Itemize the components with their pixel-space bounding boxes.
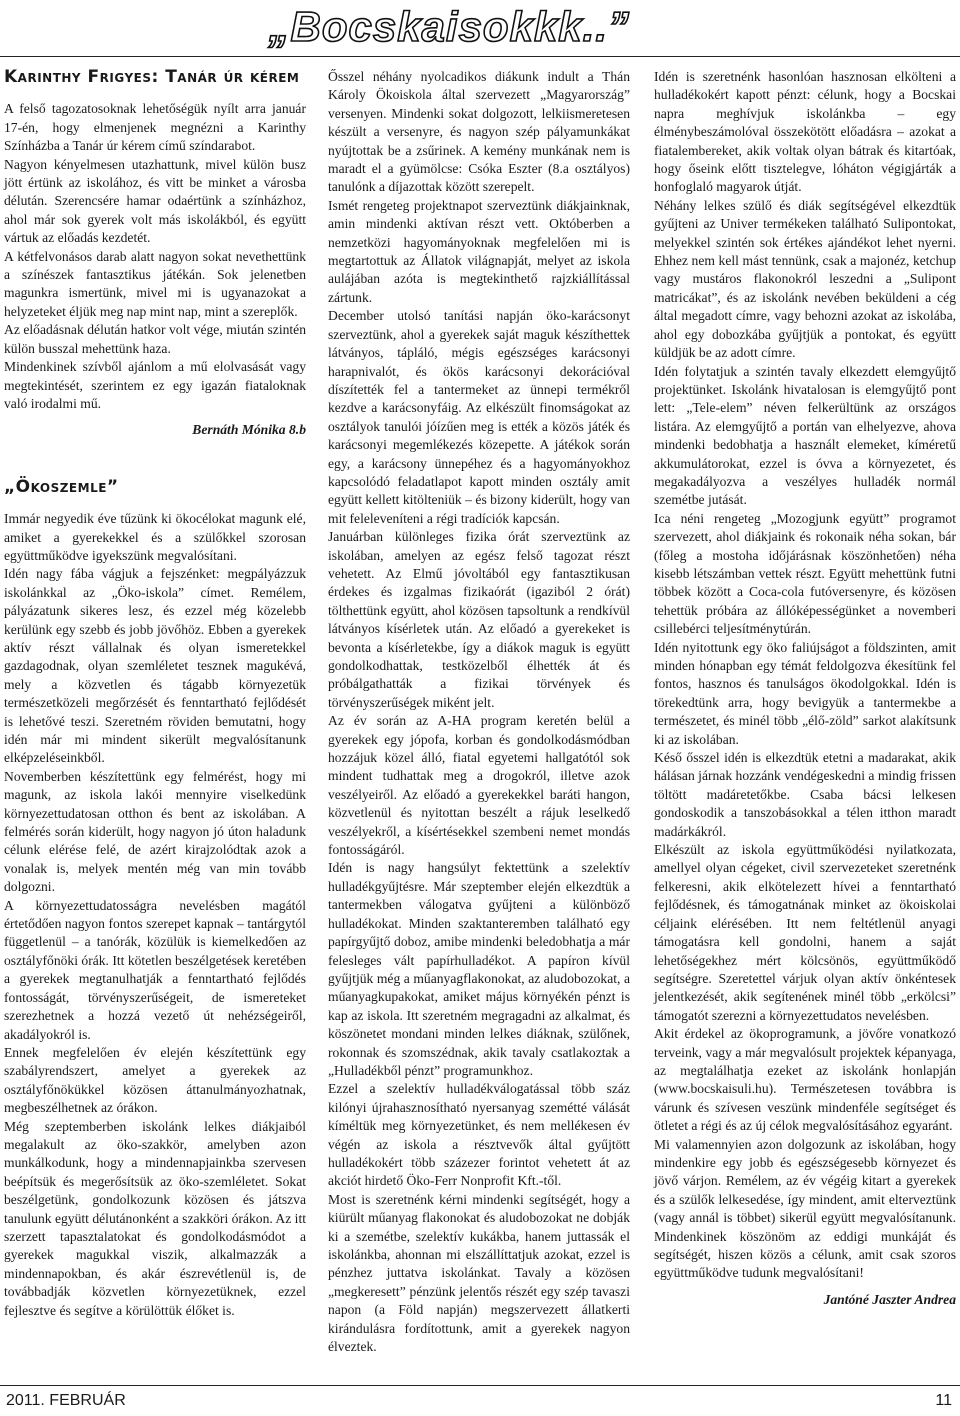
article-signature-okoszemle: Jantóné Jaszter Andrea [823, 1291, 956, 1307]
paragraph: Akit érdekel az ökoprogramunk, a jövőre vonatkozó terveink, vagy a már megvalósult projektek képanyaga, az megtalálhatja ezeket az iskolánk honlapján (www.bocskaisuli.hu). Természetesen továbbra is várunk és szívesen veszünk mindenféle segítséget és ötletet a régi és az új célok megvalósításához egyaránt. [654, 1026, 956, 1134]
paragraph: A környezettudatosságra nevelésben magától értetődően nagyon fontos szerepet kapnak – tantárgytól függetlenül – a tanórák, közülük is kiemelkedően az osztályfőnöki órák. Itt kötetlen beszélgetések keretében a gyerekek megtanulhatják a fenntartható fejlődés fontosságát, törvényszerűségeit, de ismereteket szerezhetnek a hozzá vezető út nehézségeiről, akadályokról is. [4, 897, 306, 1042]
paragraph: Az év során az A-HA program keretén belül a gyerekek egy jópofa, korban és gondolkodásmódban hozzájuk közel álló, fiatal egyetemi hallgatótól sok mindent tudhattak meg a drogokról, illetve azok veszélyeiről. Az előadó a gyerekekkel baráti hangon, közvetlenül és nyitottan beszélt a rájuk leselkedő veszélyekről, a kísértésekkel szembeni nemet mondás fontosságáról. [328, 713, 630, 858]
paragraph: Idén nagy fába vágjuk a fejszénket: megpályázzuk iskolánkkal az „Öko-iskola” címet. Remélem, pályázatunk sikeres lesz, és ezzel még közelebb kerülünk egy szebb és jobb jövőhöz. Ebben a gyerekek aktív részt vállalnak és olyan ismeretekkel gazdagodnak, olyan szemléletet tesznek magukévá, mely a közvetlen és tágabb környezetük természetközeli megőrzését és fenntartható fejlődését is lehetővé teszi. Szeretném röviden bemutatni, hogy idén már mi mindent sikerült megvalósítanunk elképzeléseinkből. [4, 566, 306, 766]
paragraph: Még szeptemberben iskolánk lelkes diákjaiból megalakult az öko-szakkör, amelyben azon munkálkodunk, hogy a mindennapjainkba szervesen beépítsük és megerősítsük az öko-szemléletet. Sokat beszélgetünk, gondolkozunk közösen és játszva tanulunk együtt délutánonként a szakköri órákon. Az itt szerzett tapasztalatokat és gondolkodásmódot a gyerekek magukkal viszik, alkalmazzák a mindennapokban, és akár észrevétlenül is, de továbbadják közvetlen környezetüknek, ezzel fejlesztve és segítve a körülöttük élőket is. [4, 1118, 307, 1318]
paragraph: Késő ősszel idén is elkezdtük etetni a madarakat, akik hálásan járnak hozzánk vendégeskedni a mindig frissen töltött madáretetőkbe. Csaba bácsi lelkesen gondoskodik a tanszobásokkal a télen itthon maradt madárkákról. [654, 750, 956, 839]
paragraph: Idén is szeretnénk hasonlóan hasznosan elkölteni a hulladékokért kapott pénzt: célunk, hogy a Bocskai napra meghívjuk iskolánkba – egy élménybeszámolóval összekötött előadásra – azokat a fiatalembereket, akik voltak olyan bátrak és kitartóak, hogy őseink előtt tisztelegve, lóháton végigjárták a honfoglaló magyarok útját. [654, 69, 956, 195]
paragraph: Ősszel néhány nyolcadikos diákunk indult a Thán Károly Ökoiskola által szervezett „Magyarország” versenyen. Mindenki sokat dolgozott, lelkiismeretesen készült a versenyre, és nagyon szép pályamunkákat nyújtottak be a zsűrinek. A kemény munkának nem is maradt el a gyümölcse: Csóka Eszter (8.a osztályos) tanulónk a díjazottak között szerepelt. [328, 69, 630, 195]
article-heading-okoszemle: „Ökoszemle” [4, 476, 119, 497]
article-heading-karinthy: Karinthy Frigyes: Tanár úr kérem [4, 67, 300, 87]
article-body-okoszemle-col2 [328, 68, 630, 1356]
paragraph: Ennek megfelelően év elején készítettünk egy szabályrendszert, amelyet a gyerekek az osztályfőnökükkel közösen áttanulmányozhatnak, megbeszélhetnek az órákon. [4, 1044, 306, 1116]
paragraph: Most is szeretnénk kérni mindenki segítségét, hogy a kiürült műanyag flakonokat és aludobozokat ne dobják ki a szemétbe, szelektív kukákba, hanem juttassák el iskolánkba, ahonnan mi elszállíttatjuk azokat, ezzel is pénzhez juttatva iskolánkat. Tavaly a közösen „megkeresett” pénzünk jelentős részét egy szép tavaszi napon (a Föld napján) megszervezett állatkerti kirándulásra fordítottunk, amit a gyerekek nagyon élveztek. [328, 1191, 630, 1355]
newspaper-title: „Bocskaisokkk..” [268, 3, 630, 50]
page-footer [0, 1385, 960, 1416]
paragraph: Ismét rengeteg projektnapot szerveztünk diákjainknak, amin mindenki aktívan részt vett. Októberben a nemzetközi hagyományoknak megfelelően mi is megtartottuk az Állatok világnapját, melyet az iskola aulájában azóta is megtekinthető rajzkiállítással zártunk. [328, 197, 630, 305]
paragraph: A felső tagozatosoknak lehetőségük nyílt arra január 17-én, hogy elmenjenek megnézni a Karinthy Színházba a Tanár úr kérem című színdarabot. [4, 101, 306, 154]
paragraph: Idén nyitottunk egy öko faliújságot a földszinten, amit minden hónapban egy témát feldolgozva ékesítünk fel fontos, hasznos és tanulságos ökodolgokkal. Idén is törekedtünk arra, hogy bevigyük a tantermekbe a természetet, és minél több „élő-zöld” sarkot alakítsunk ki az iskolában. [654, 639, 956, 747]
paragraph: Mindenkinek szívből ajánlom a mű elolvasását vagy megtekintését, szerintem ez egy igazán fiataloknak való irodalmi mű. [4, 359, 306, 411]
article-body-okoszemle-col1 [4, 510, 306, 1320]
paragraph: Az előadásnak délután hatkor volt vége, miután szintén külön busszal mehettünk haza. [4, 322, 306, 356]
paragraph: Novemberben készítettünk egy felmérést, hogy mi magunk, az iskola lakói mennyire viselkedünk környezettudatosan otthon és bent az iskolában. A felmérés során kiderült, hogy nagyon jó úton haladunk célunk elérése felé, de azért kirajzolódtak azok a vonalak is, melyek mentén még van min tovább dolgozni. [4, 768, 306, 895]
paragraph: Idén is nagy hangsúlyt fektettünk a szelektív hulladékgyűjtésre. Már szeptember elején elkezdtük a tantermekben válogatva gyűjteni a különböző hulladékokat. Minden szaktanteremben található egy papírgyűjtő doboz, amibe mindenki beledobhatja a már felesleges vált papírhulladékot. A papíron kívül gyűjtjük még a műanyagflakonokat, az aludobozokat, a műanyagkupakokat, amiket május környékén pénzt is kap az iskola. Itt szeretném megragadni az alkalmat, és köszönetet mondani minden lelkes diáknak, szülőnek, rokonnak és szomszédnak, akik tavaly csatlakoztak a „Hulladékből pénzt” programunkhoz. [328, 860, 630, 1078]
masthead [0, 0, 960, 57]
issue-date: 2011. FEBRUÁR [6, 1392, 126, 1409]
column-3 [654, 68, 956, 1309]
paragraph: Idén folytatjuk a szintén tavaly elkezdett elemgyűjtő projektünket. Iskolánk hivatalosan is elemgyűjtő pont lett: „Tele-elem” néven felkerültünk az országos listára. Az elemgyűjtő a portán van elhelyezve, ahova mindenki bedobhatja a használt elemeket, kíméretű akkumulátorokat, ezzel is óvva a környezetet, és megakadályozva a veszélyes hulladék normál szemétbe jutását. [654, 363, 956, 508]
paragraph: Ica néni rengeteg „Mozogjunk együtt” programot szervezett, ahol diákjaink és rokonaik néha sokan, bár (főleg a mostoha időjárásnak köszönhetően) néha kisebb létszámban vettek részt. Együtt mehettünk futni többek között a Coca-cola futóversenyre, és közösen tehettük próbára az állóképességünket a novemberi csillebérci teljesítménytúrán. [654, 510, 956, 637]
article-body-okoszemle-col3 [654, 68, 956, 1283]
article-body-karinthy [4, 100, 306, 413]
paragraph: Immár negyedik éve tűzünk ki ökocélokat magunk elé, amiket a gyerekekkel és a szülőkkel szorosan együttműködve igyekszünk megvalósítani. [4, 511, 306, 563]
paragraph: Néhány lelkes szülő és diák segítségével elkezdtük gyűjteni az Univer termékeken található Sulipontokat, melyekkel szintén sok értékes ajándékot lehet nyerni. Ehhez nem kell mást tennünk, csak a majonéz, ketchup vagy mustáros flakonokról leszedni a „Sulipont matricákat”, és az iskolánk nevében beküldeni a cég által megadott címre, vagy behozni azokat az iskolába, ahol egy dobozkába gyűjtjük a pontokat, és együtt küldjük be az adott címre. [654, 197, 956, 361]
page-number: 11 [935, 1392, 952, 1409]
paragraph: December utolsó tanítási napján öko-karácsonyt szerveztünk, ahol a gyerekek saját maguk készíthettek látványos, tápláló, mégis egészséges karácsonyi harapnivalót, és ökös karácsonyi dekorációval díszítették fel a tantermeket az ünnepi termékről kezdve a karácsonyfáig. Az elkészült finomságokat az osztályok tanulói jóízűen meg is ették a közös játék és karácsonyi megemlékezés közepette. A játékok során egy, a karácsony ünnepéhez és a hagyományokhoz kapcsolódó feladatlapot kapott minden osztály amit együtt kellett kitölteniük – és bizony kiderült, hogy van mit feleleveníteni a régi tradíciók kapcsán. [328, 308, 630, 526]
paragraph: Ezzel a szelektív hulladékválogatással több száz kilónyi újrahasznosítható nyersanyag szemétté válását kíméltük meg környezetünket, és nem mellékesen év végén az iskola a résztvevők által gyűjtött hulladékokért több százezer forintot vehetett át az akciót hirdető Öko-Ferr Nonprofit Kft.-től. [328, 1081, 630, 1189]
paragraph: Mi valamennyien azon dolgozunk az iskolában, hogy mindenkire egy jobb és egészségesebb környezet és jövő várjon. Remélem, az év végéig kitart a gyerekek és a szülők lelkesedése, így mindent, amit elterveztünk (vagy annál is többet) sikerül együtt megvalósítanunk. Mindenkinek köszönöm az eddigi munkáját és segítségét, hiszen közös a célunk, amit csak szoros együttműködve tudunk megvalósítani! [654, 1136, 956, 1281]
paragraph: A kétfelvonásos darab alatt nagyon sokat nevethettünk a színészek fantasztikus játékán. Sok jelenetben magunkra ismertünk, mivel mi is ugyanazokat a helyzeteket éljük meg nap mint nap, mint a szereplők. [4, 248, 306, 319]
column-1 [4, 68, 306, 1320]
article-signature-karinthy: Bernáth Mónika 8.b [192, 422, 306, 438]
column-2 [328, 68, 630, 1356]
paragraph: Nagyon kényelmesen utazhattunk, mivel külön busz jött értünk az iskolához, és vitt be minket a városba délután. Szerencsére hamar odaértünk a színházhoz, ahol már sok gyerek volt más iskolákból, és együtt vártuk az előadás kezdetét. [4, 156, 306, 246]
paragraph: Elkészült az iskola együttműködési nyilatkozata, amellyel olyan cégeket, civil szervezeteket szeretnénk felkeresni, akik elkötelezett hívei a fenntartható fejlődésnek, és támogatnának minket az ökoiskolai céljaink elérésében. Itt nem feltétlenül anyagi támogatásra kell gondolni, hanem a saját lehetőségekhez mért kölcsönös, együttműködő segítségre. Szeretettel várjuk olyan aktív önkéntesek jelentkezését, akik segítenének minél több „erkölcsi” támogatót szerezni a környezettudatos nevelésben. [654, 842, 956, 1023]
paragraph: Januárban különleges fizika órát szerveztünk az iskolában, amelyen az egész felső tagozat részt vehetett. Az Elmű jóvoltából egy fantasztikusan érdekes és izgalmas fizikaórát (igaziból 2 órát) tölthettünk együtt, ahol közösen tapsoltunk a rendkívül látványos kísérletek után. Az előadó a gyerekeket is bevonta a kísérletekbe, így a diákok maguk is együtt gondolkodhattak, testközelből élhették át és próbálgathatták a fizikai törvények és törvényszerűségek miként jelt. [328, 529, 630, 710]
